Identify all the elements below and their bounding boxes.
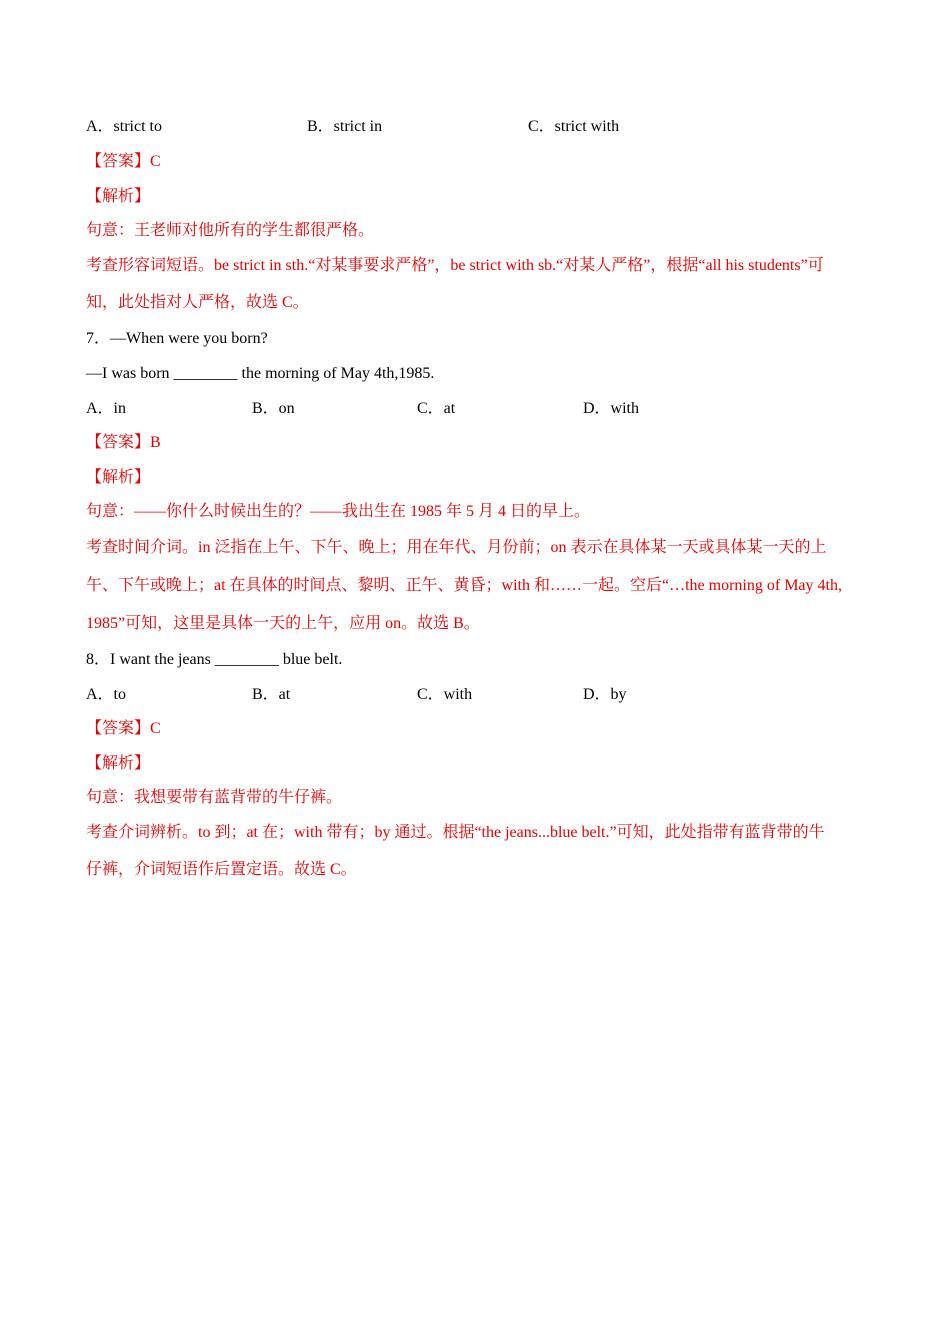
q8-meaning: 句意：我想要带有蓝背带的牛仔裤。 — [86, 789, 343, 806]
q6-explanation-line-1: 考查形容词短语。be strict in sth.“对某事要求严格”，be strict with sb.“对某人严格”，根据“all his students”可 — [86, 257, 824, 274]
q7-analysis-label: 【解析】 — [86, 469, 151, 486]
q6-meaning: 句意：王老师对他所有的学生都很严格。 — [86, 222, 375, 239]
q8-option-d: D．by — [583, 686, 627, 703]
q7-meaning: 句意：——你什么时候出生的？——我出生在 1985 年 5 月 4 日的早上。 — [86, 503, 591, 520]
q6-options — [86, 117, 886, 137]
q8-option-a: A．to — [86, 686, 127, 703]
q6-analysis-label: 【解析】 — [86, 188, 151, 205]
q8-explanation-line-2: 仔裤，介词短语作后置定语。故选 C。 — [86, 861, 357, 878]
q8-explanation-line-1: 考查介词辨析。to 到；at 在；with 带有；by 通过。根据“the jeans...blue belt.”可知，此处指带有蓝背带的牛 — [86, 824, 825, 841]
q6-option-c: C．strict with — [528, 118, 620, 135]
q6-option-b: B．strict in — [307, 118, 383, 135]
q6-option-a: A．strict to — [86, 118, 162, 135]
q7-option-d: D．with — [583, 400, 640, 417]
q8-question: 8．I want the jeans ________ blue belt. — [86, 651, 343, 668]
q6-answer: 【答案】C — [86, 153, 161, 170]
q7-options — [86, 399, 886, 419]
q6-explanation-line-2: 知，此处指对人严格，故选 C。 — [86, 294, 309, 311]
q7-option-a: A．in — [86, 400, 127, 417]
q7-explanation-line-1: 考查时间介词。in 泛指在上午、下午、晚上；用在年代、月份前；on 表示在具体某一天或具体某一天的上 — [86, 539, 827, 556]
q8-answer: 【答案】C — [86, 720, 161, 737]
q8-analysis-label: 【解析】 — [86, 755, 151, 772]
q7-option-b: B．on — [252, 400, 295, 417]
q7-explanation-line-3: 1985”可知，这里是具体一天的上午，应用 on。故选 B。 — [86, 615, 480, 632]
q8-option-b: B．at — [252, 686, 291, 703]
q7-option-c: C．at — [417, 400, 456, 417]
q7-answer: 【答案】B — [86, 434, 161, 451]
q7-explanation-line-2: 午、下午或晚上；at 在具体的时间点、黎明、正午、黄昏；with 和……一起。空后“…the morning of May 4th, — [86, 577, 842, 594]
q8-options — [86, 685, 886, 705]
q7-stem: —I was born ________ the morning of May 4th,1985. — [86, 365, 435, 382]
q7-question: 7．—When were you born? — [86, 330, 268, 347]
q8-option-c: C．with — [417, 686, 473, 703]
